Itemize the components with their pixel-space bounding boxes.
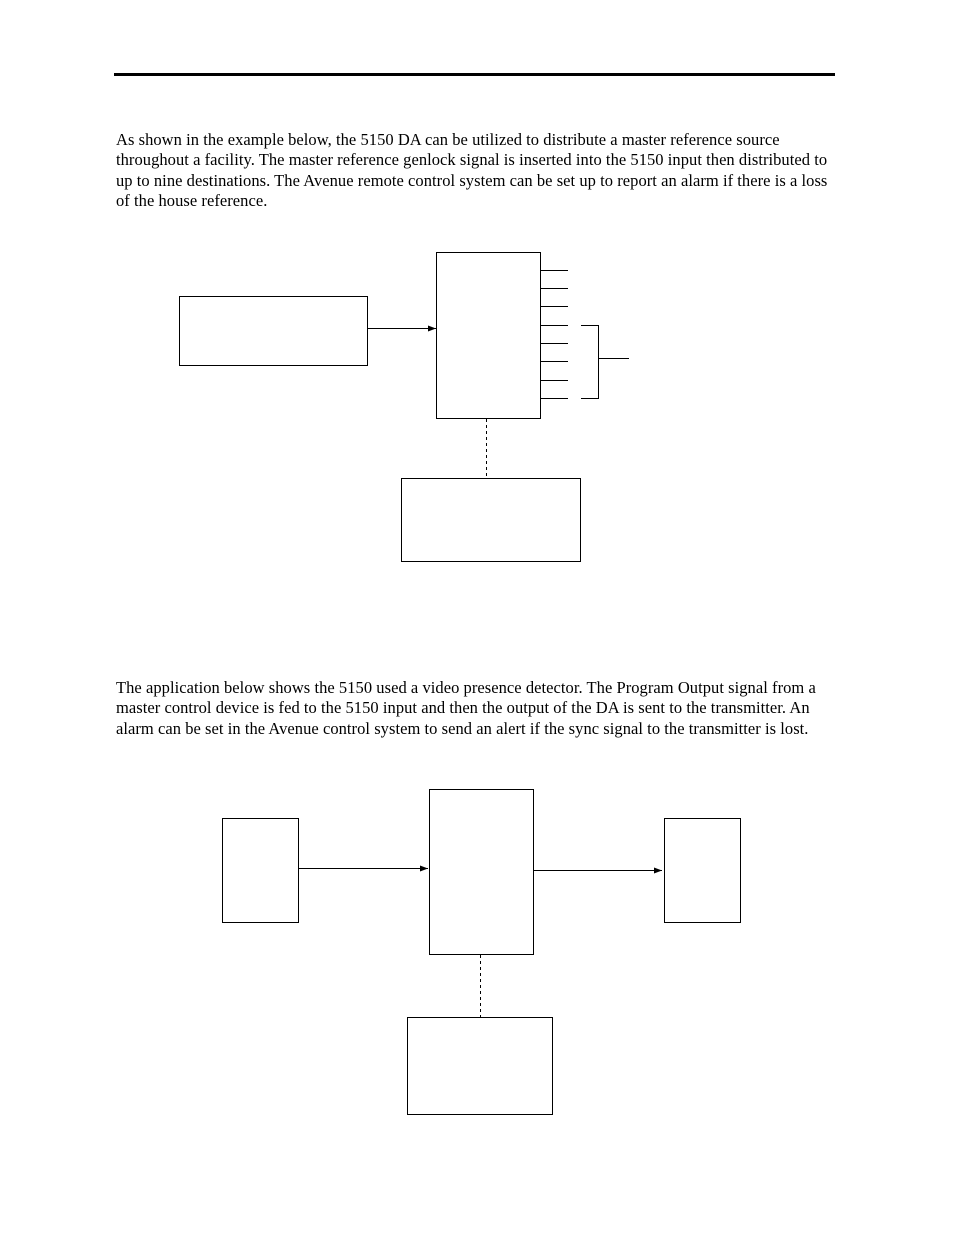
da-5150-box xyxy=(430,790,534,955)
reference-source-box xyxy=(180,297,368,366)
transmitter-box xyxy=(665,819,741,923)
master-control-box xyxy=(223,819,299,923)
destinations-bracket xyxy=(581,326,629,399)
video-presence-paragraph: The application below shows the 5150 used a video presence detector. The Program Output signal from a master control device is fed to the 5150 input and then the output of the DA is sent to the transmitter. An alarm can be set in the Avenue control system to send an alert if the sync signal to the transmitter is lost. xyxy=(116,678,816,738)
diagram-master-reference xyxy=(180,253,630,562)
da-output-lines xyxy=(541,271,568,399)
master-reference-paragraph: As shown in the example below, the 5150 DA can be utilized to distribute a master reference source throughout a facility. The master reference genlock signal is inserted into the 5150 input then distributed to up to nine destinations. The Avenue remote control system can be set up to report an alarm if there is a loss of the house reference. xyxy=(116,130,828,211)
diagram-video-presence xyxy=(223,790,741,1115)
avenue-control-box xyxy=(402,479,581,562)
da-5150-box xyxy=(437,253,541,419)
avenue-control-box xyxy=(408,1018,553,1115)
